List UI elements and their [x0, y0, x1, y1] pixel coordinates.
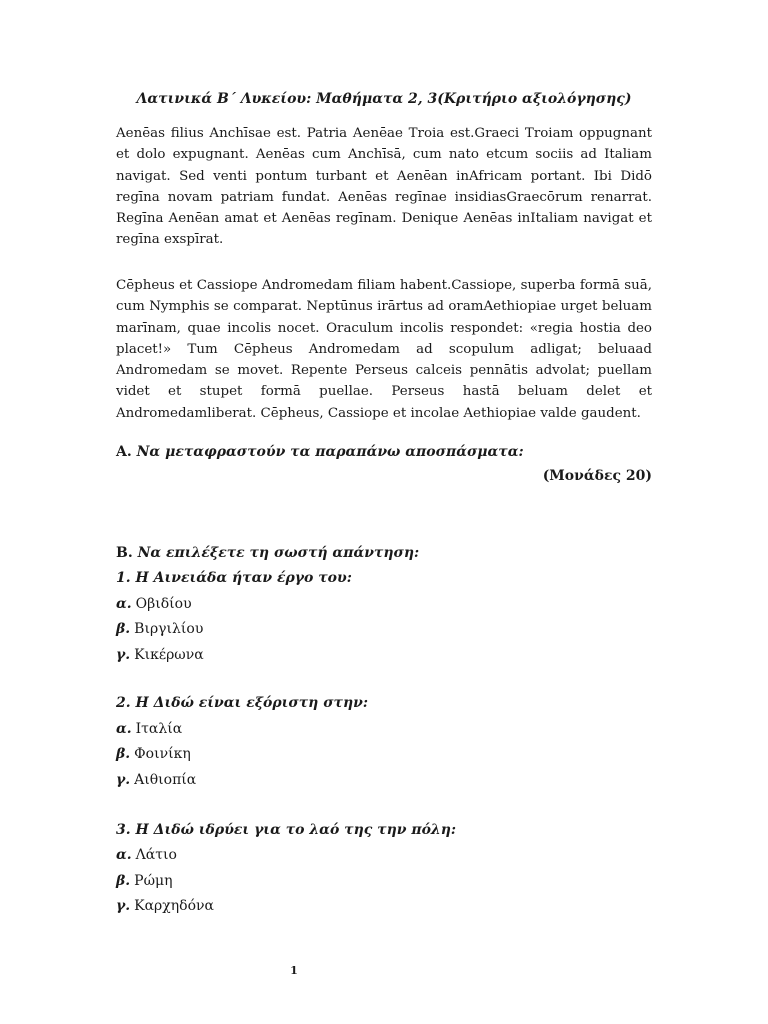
option-letter: α. [116, 721, 132, 737]
option-letter: α. [116, 847, 132, 863]
option-letter: α. [116, 596, 132, 612]
option-letter: γ. [116, 772, 131, 788]
option-text: Βιργιλίου [134, 621, 204, 637]
latin-passage-andromeda: Cēpheus et Cassiope Andromedam filiam habent.Cassiope, superba formā suā, cum Nymphis se comparat. Neptūnus irārtus ad oramAethiopiae urget beluam marīnam, quae incolis nocet. Oraculum incolis respondet: «regia hostia deo placet!» Tum Cēpheus Andromedam ad scopulum adligat; beluaad Andromedam se movet. Repente Perseus calceis pennātis advolat; puellam videt et stupet formā puellae. Perseus hastā beluam delet et Andromedamliberat. Cēpheus, Cassiope et incolae Aethiopiae valde gaudent. [116, 278, 652, 421]
task-a-heading [116, 442, 524, 462]
question-3-option-c [116, 896, 214, 916]
question-1-option-b [116, 619, 203, 639]
document-title: Λατινικά Β΄ Λυκείου: Μαθήματα 2, 3(Κριτήριο αξιολόγησης) [136, 91, 632, 107]
question-3-option-b [116, 871, 173, 891]
option-text: Αιθιοπία [134, 772, 197, 788]
question-1: 1. Η Αινειάδα ήταν έργο του: [116, 570, 352, 586]
option-letter: β. [116, 873, 131, 889]
task-b-heading [116, 543, 419, 563]
option-text: Λάτιο [135, 847, 177, 863]
option-text: Ρώμη [134, 873, 173, 889]
question-3-option-a [116, 845, 177, 865]
option-text: Ιταλία [135, 721, 183, 737]
question-3: 3. Η Διδώ ιδρύει για το λαό της την πόλη: [116, 822, 457, 838]
page-number: 1 [290, 964, 298, 977]
option-letter: γ. [116, 647, 131, 663]
option-letter: β. [116, 746, 131, 762]
task-b-text: Να επιλέξετε τη σωστή απάντηση: [137, 545, 420, 561]
option-text: Καρχηδόνα [134, 898, 214, 914]
question-2-option-b [116, 744, 191, 764]
question-2: 2. Η Διδώ είναι εξόριστη στην: [116, 695, 369, 711]
option-letter: γ. [116, 898, 131, 914]
task-a-label: Α. [116, 444, 132, 460]
task-a-points: (Μονάδες 20) [542, 468, 652, 484]
task-a-text: Να μεταφραστούν τα παραπάνω αποσπάσματα: [136, 444, 524, 460]
option-letter: β. [116, 621, 131, 637]
question-1-option-a [116, 594, 192, 614]
question-1-option-c [116, 645, 204, 665]
question-2-option-a [116, 719, 182, 739]
task-b-label: Β. [116, 545, 133, 561]
option-text: Φοινίκη [134, 746, 191, 762]
option-text: Οβιδίου [135, 596, 192, 612]
option-text: Κικέρωνα [134, 647, 204, 663]
question-2-option-c [116, 770, 196, 790]
latin-passage-aeneas: Aenēas filius Anchīsae est. Patria Aenēae Troia est.Graeci Troiam oppugnant et dolo expugnant. Aenēas cum Anchīsā, cum nato etcum sociis ad Italiam navigat. Sed venti pontum turbant et Aenēan inAfricam portant. Ibi Didō regīna novam patriam fundat. Aenēas regīnae insidiasGraecōrum renarrat. Regīna Aenēan amat et Aenēas regīnam. Denique Aenēas inItaliam navigat et regīna exspīrat. [116, 126, 652, 248]
document-page [116, 0, 652, 1024]
